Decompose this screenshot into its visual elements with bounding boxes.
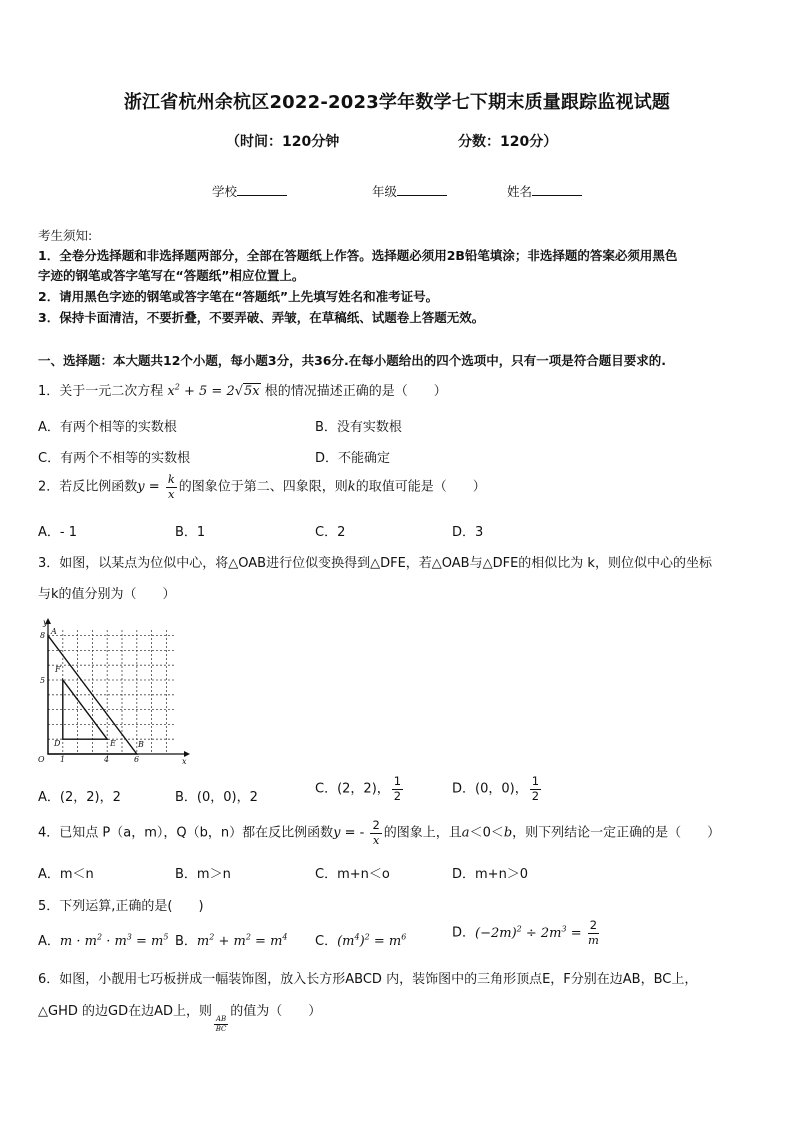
question-4: 4．已知点 P（a，m），Q（b，n）都在反比例函数y = - $\frac{2}{x}$ 的图象上，且a＜0＜b，则下列结论一定正确的是（ ） — [38, 818, 721, 847]
q5-option-c[interactable]: C．$(m^4)^2 = m^6$ — [315, 932, 407, 949]
origin-label: O — [38, 755, 45, 764]
x-tick-4: 4 — [104, 755, 110, 764]
point-e-label: E — [110, 739, 116, 748]
q1-option-d[interactable]: D．不能确定 — [315, 451, 391, 466]
question-6-line1: 6．如图，小靓用七巧板拼成一幅装饰图，放入长方形ABCD 内，装饰图中的三角形顶点E，F分别在边AB，BC上， — [38, 972, 698, 987]
name-label: 姓名 — [507, 184, 533, 199]
q1-option-a[interactable]: A．有两个相等的实数根 — [38, 420, 177, 435]
question-1: 1．关于一元二次方程 $x^2 + 5 = 2√5x$ 根的情况描述正确的是（ ） — [38, 382, 447, 399]
school-label: 学校 — [212, 184, 238, 199]
notice-item-2: 2．请用黑色字迹的钢笔或答字笔在“答题纸”上先填写姓名和准考证号。 — [38, 289, 439, 304]
question-3-line1: 3．如图，以某点为位似中心，将△OAB进行位似变换得到△DFE，若△OAB与△DFE的相似比为 k，则位似中心的坐标 — [38, 556, 712, 571]
section-heading: 一、选择题：本大题共12个小题，每小题3分，共36分.在每小题给出的四个选项中，只有一项是符合题目要求的. — [38, 353, 666, 368]
q5-option-b[interactable]: B．$m^2 + m^2 = m^4$ — [175, 932, 288, 949]
q4-option-c[interactable]: C．m+n＜o — [315, 867, 390, 882]
grid-lines — [48, 630, 176, 754]
exam-score: 分数：120分） — [458, 134, 558, 150]
grade-label: 年级 — [372, 184, 398, 199]
x-tick-1: 1 — [60, 755, 66, 764]
grade-field — [372, 182, 447, 200]
q2-option-a[interactable]: A．- 1 — [38, 525, 77, 540]
q1-option-c[interactable]: C．有两个不相等的实数根 — [38, 451, 191, 466]
q3-option-c[interactable]: C．(2，2)， $\frac{1}{2}$ — [315, 774, 402, 803]
q3-option-a[interactable]: A．(2，2)，2 — [38, 790, 121, 805]
q2-fraction: $\frac{k}{x}$ — [167, 472, 175, 501]
q2-option-c[interactable]: C．2 — [315, 525, 346, 540]
q2-option-d[interactable]: D．3 — [452, 525, 484, 540]
exam-title: 浙江省杭州余杭区2022-2023学年数学七下期末质量跟踪监视试题 — [123, 92, 671, 113]
x-tick-6: 6 — [134, 755, 140, 764]
q4-fraction: $\frac{2}{x}$ — [372, 818, 380, 847]
name-blank — [532, 183, 582, 196]
notice-heading: 考生须知: — [38, 228, 93, 243]
school-field — [212, 182, 287, 200]
x-axis-label: x — [182, 757, 187, 766]
grade-blank — [397, 183, 447, 196]
q3-option-b[interactable]: B．(0，0)，2 — [175, 790, 258, 805]
question-2: 2．若反比例函数y = $\frac{k}{x}$ 的图象位于第二、四象限，则k的取值可能是（ ） — [38, 472, 486, 501]
similarity-figure — [36, 616, 196, 766]
point-a-label: A — [51, 627, 57, 636]
notice-item-1: 1．全卷分选择题和非选择题两部分，全部在答题纸上作答。选择题必须用2B铅笔填涂；非选择题的答案必须用黑色 — [38, 248, 678, 263]
q4-option-a[interactable]: A．m＜n — [38, 867, 94, 882]
q4-option-b[interactable]: B．m＞n — [175, 867, 231, 882]
point-b-label: B — [138, 740, 144, 749]
question-5: 5．下列运算,正确的是( ) — [38, 899, 204, 914]
q2-option-b[interactable]: B．1 — [175, 525, 206, 540]
q5-option-d[interactable]: D．$(-2m)^2 \div 2m^3$ = $\frac{2}{m}$ — [452, 918, 599, 947]
q1-equation: $x^2 + 5 = 2√5x$ — [167, 382, 260, 399]
exam-time: （时间：120分钟 — [226, 134, 340, 150]
q1-option-b[interactable]: B．没有实数根 — [315, 420, 402, 435]
point-d-label: D — [54, 739, 61, 748]
school-blank — [237, 183, 287, 196]
q4-option-d[interactable]: D．m+n＞0 — [452, 867, 529, 882]
question-6-line2: △GHD 的边GD在边AD上，则 $\frac{AB}{BC}$ 的值为（ ） — [38, 1004, 322, 1033]
y-tick-5: 5 — [40, 676, 46, 685]
point-f-label: F — [55, 665, 61, 674]
notice-item-1b: 字迹的钢笔或答字笔写在“答题纸”相应位置上。 — [38, 268, 305, 283]
y-axis-label: y — [43, 618, 48, 627]
name-field — [507, 182, 582, 200]
q5-option-a[interactable]: A．$m \cdot m^2 \cdot m^3 = m^5$ — [38, 932, 169, 949]
y-tick-8: 8 — [40, 631, 46, 640]
q3-option-d[interactable]: D．(0，0)， $\frac{1}{2}$ — [452, 774, 540, 803]
notice-item-3: 3．保持卡面清洁，不要折叠，不要弄破、弄皱，在草稿纸、试题卷上答题无效。 — [38, 310, 485, 325]
question-3-line2: 与k的值分别为（ ） — [38, 587, 176, 602]
